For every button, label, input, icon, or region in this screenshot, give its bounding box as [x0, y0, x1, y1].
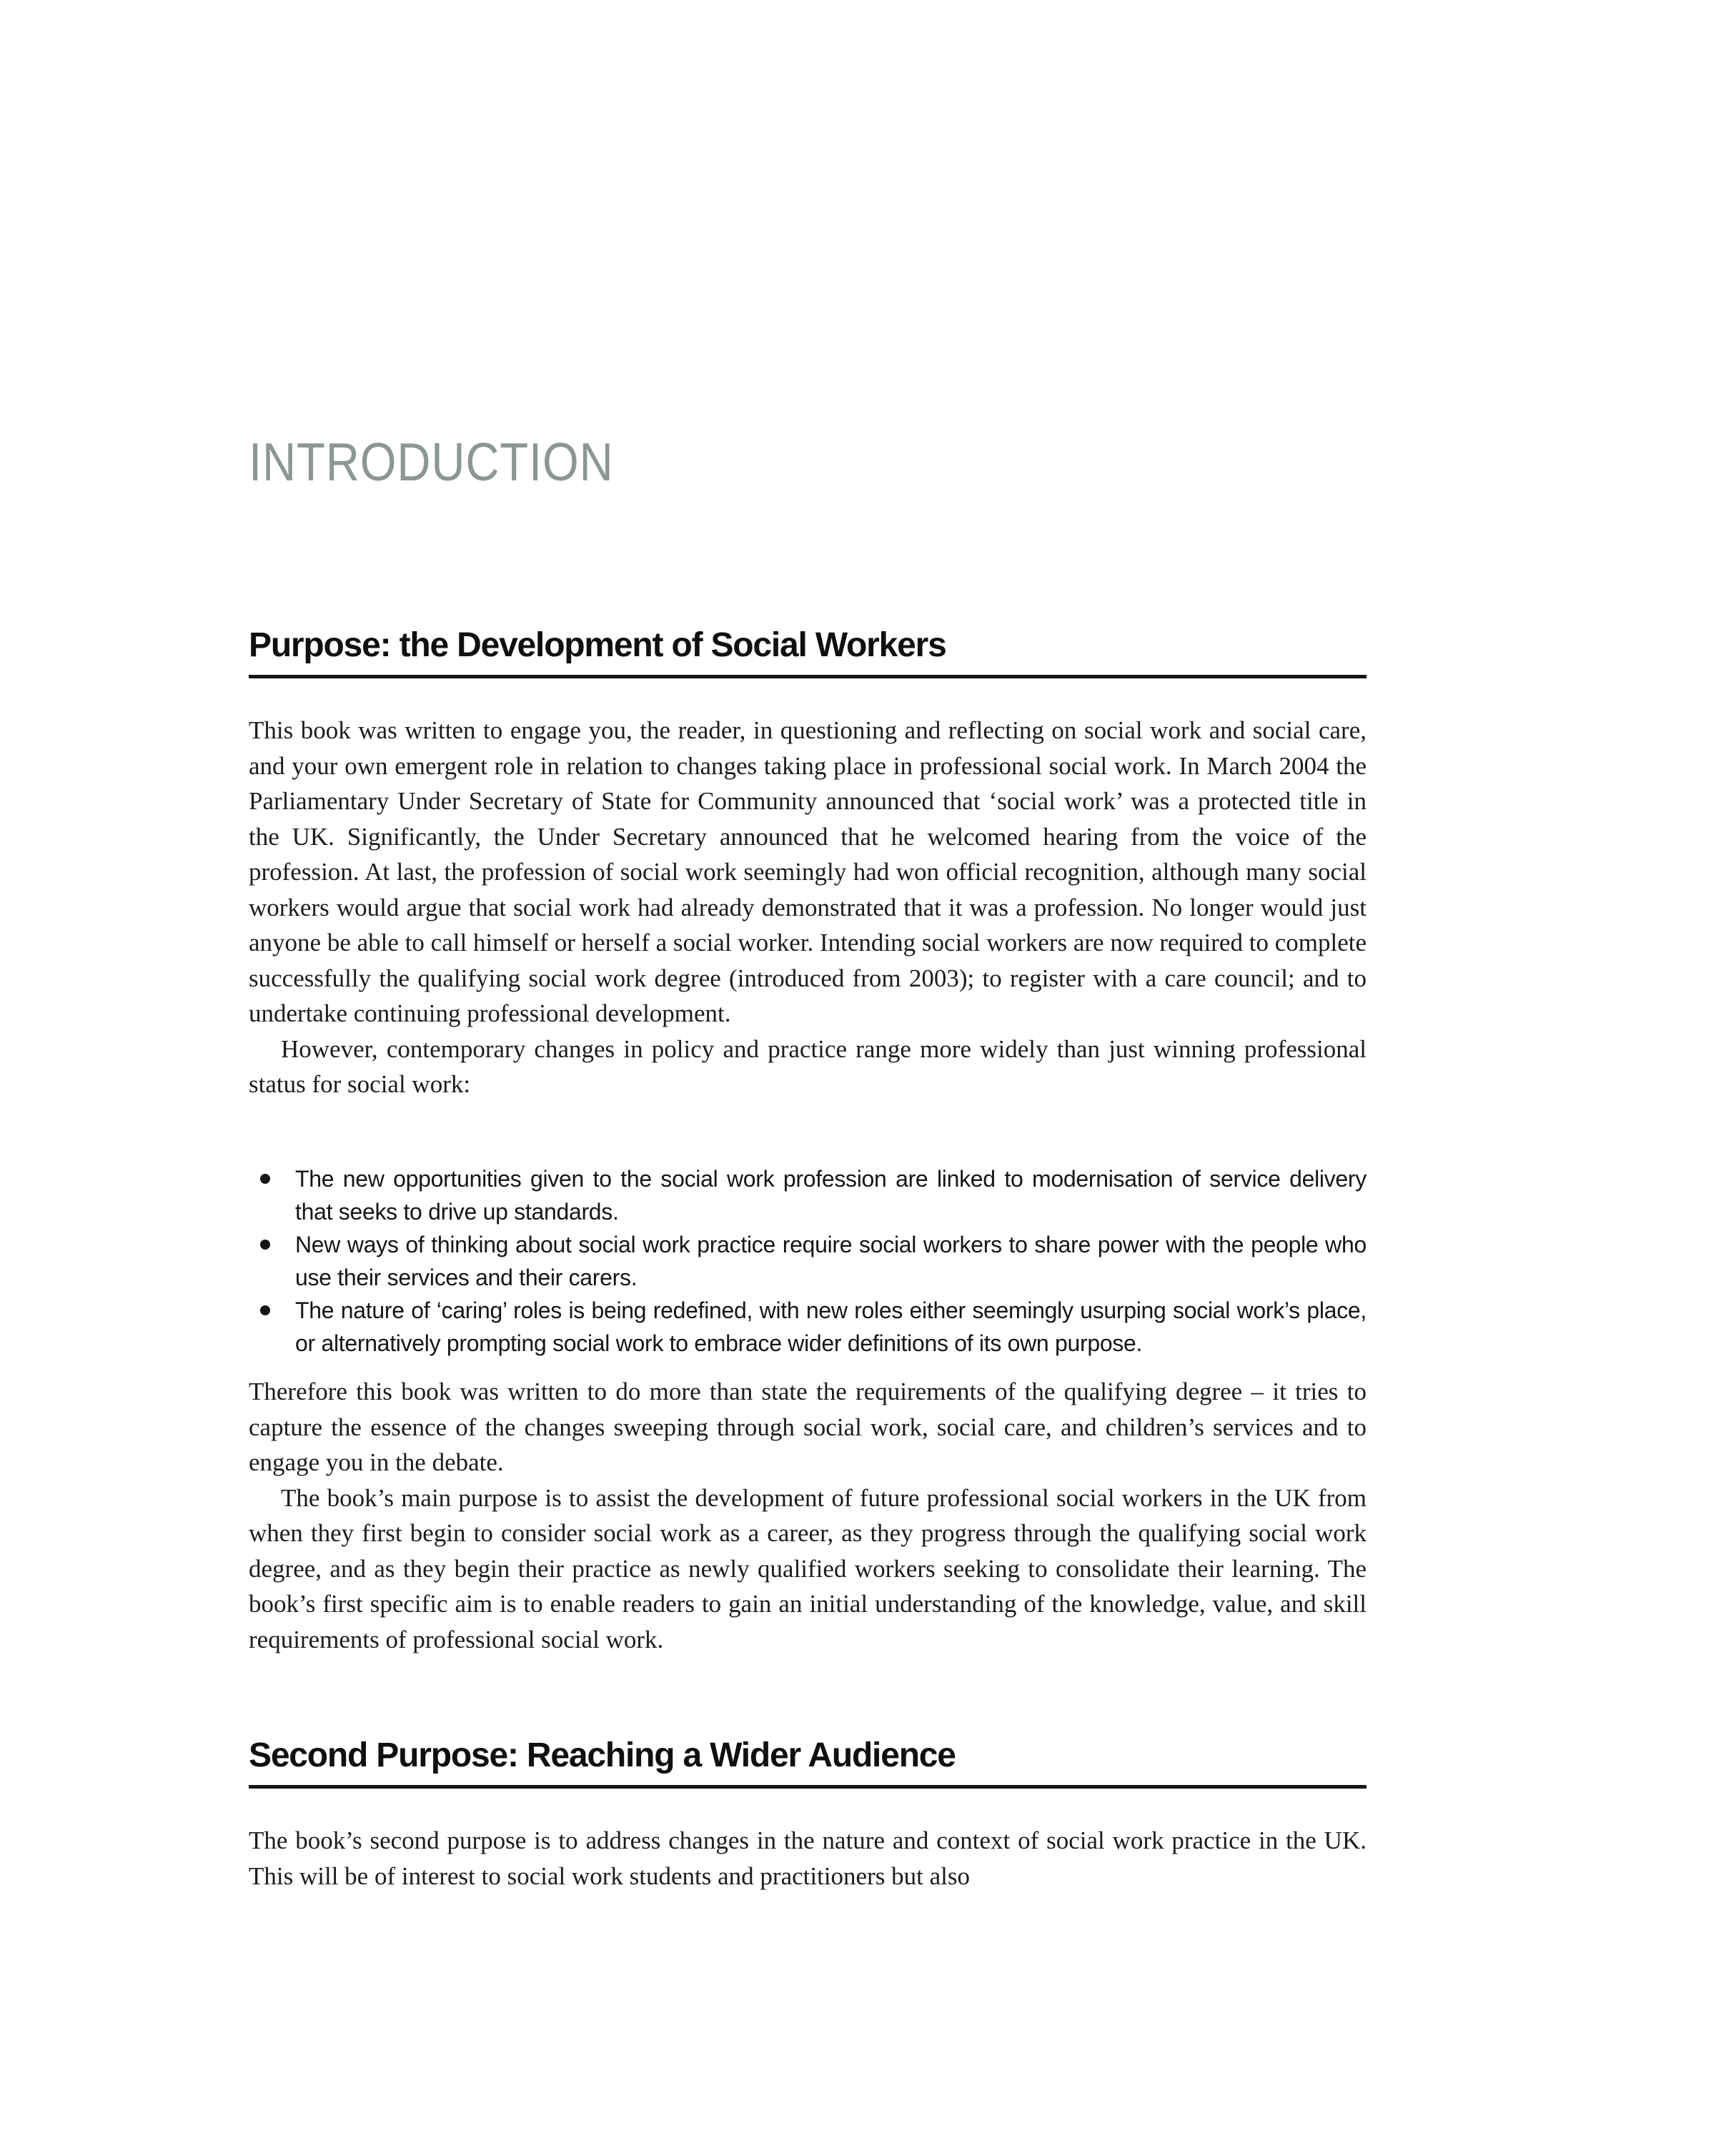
section-1-closing-paragraphs [249, 1374, 1367, 1657]
section-1-header [249, 626, 1367, 678]
section-heading-second-purpose: Second Purpose: Reaching a Wider Audience [249, 1736, 956, 1774]
section-1-intro-paragraphs [249, 713, 1367, 1102]
bullet-text: The nature of ‘caring’ roles is being redefined, with new roles either seemingly usurping social work’s place, or alternatively prompting social work to embrace wider definitions of its own purpose. [295, 1297, 1367, 1356]
chapter-title: INTRODUCTION [249, 432, 614, 492]
section-2-paragraphs [249, 1823, 1367, 1894]
paragraph: Therefore this book was written to do more than state the requirements of the qualifying degree – it tries to capture the essence of the changes sweeping through social work, social care, and children’s services and to engage you in the debate. [249, 1378, 1367, 1476]
heading-rule [249, 675, 1367, 678]
paragraph: The book’s main purpose is to assist the development of future professional social workers in the UK from when they first begin to consider social work as a career, as they progress through the qualifying social work degree, and as they begin their practice as newly qualified workers seeking to consolidate their learning. The book’s first specific aim is to enable readers to gain an initial understanding of the knowledge, value, and skill requirements of professional social work. [249, 1483, 1367, 1653]
bullet-item [249, 1228, 1367, 1294]
paragraph: This book was written to engage you, the reader, in questioning and reflecting on social work and social care, and your own emergent role in relation to changes taking place in professional social work. In March 2004 the Parliamentary Under Secretary of State for Community announced that ‘social work’ was a protected title in the UK. Significantly, the Under Secretary announced that he welcomed hearing from the voice of the profession. At last, the profession of social work seemingly had won official recognition, although many social workers would argue that social work had already demonstrated that it was a profession. No longer would just anyone be able to call himself or herself a social worker. Intending social workers are now required to complete successfully the qualifying social work degree (introduced from 2003); to register with a care council; and to undertake continuing professional development. [249, 716, 1367, 1027]
heading-rule [249, 1785, 1367, 1789]
bullet-list [249, 1162, 1367, 1360]
bullet-dot-icon [260, 1305, 270, 1315]
bullet-item [249, 1162, 1367, 1228]
text-column [249, 0, 1367, 2136]
paragraph: However, contemporary changes in policy and practice range more widely than just winning professional status for social work: [249, 1034, 1367, 1098]
section-2-header [249, 1736, 1367, 1789]
bullet-dot-icon [260, 1174, 270, 1184]
bullet-text: New ways of thinking about social work practice require social workers to share power with the people who use their services and their carers. [295, 1232, 1367, 1290]
bullet-dot-icon [260, 1240, 270, 1250]
bullet-text: The new opportunities given to the social work profession are linked to modernisation of service delivery that seeks to drive up standards. [295, 1166, 1367, 1225]
bullet-item [249, 1294, 1367, 1360]
section-heading-purpose: Purpose: the Development of Social Workers [249, 626, 946, 664]
paragraph: The book’s second purpose is to address changes in the nature and context of social work practice in the UK. This will be of interest to social work students and practitioners but also [249, 1826, 1367, 1890]
